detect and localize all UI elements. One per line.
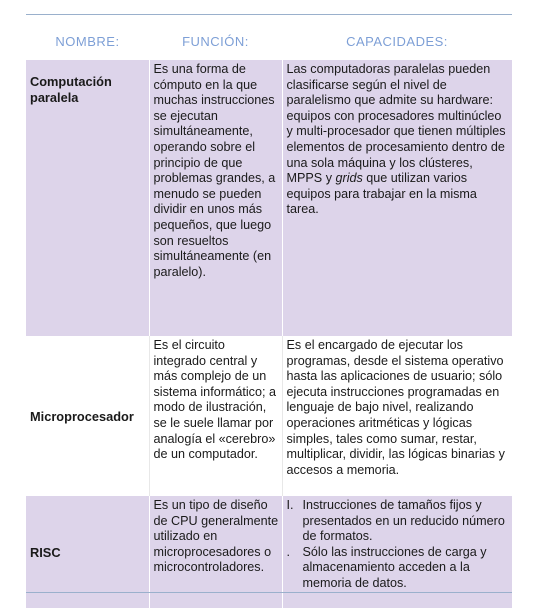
list-item (287, 498, 511, 545)
list-text: Sólo las instrucciones de carga y almacenamiento acceden a la memoria de datos. (302, 544, 487, 590)
bottom-rule (26, 592, 512, 593)
comparison-table (26, 22, 512, 608)
header-funcion: FUNCIÓN: (182, 33, 249, 49)
row-function: Es una forma de cómputo en la que muchas instrucciones se ejecutan simultáneamente, operando sobre el principio de que problemas grandes, a menudo se pueden dividir en unos más pequeños, que luego son resueltos simultáneamente (en paralelo). (149, 60, 282, 336)
row-capabilities: Es el encargado de ejecutar los programas, desde el sistema operativo hasta las aplicaciones de usuario; sólo ejecuta instrucciones programadas en lenguaje de bajo nivel, realizando operaciones aritméticas y lógicas simples, tales como sumar, restar, multiplicar, dividir, las lógicas binarias y accesos a memoria. (282, 336, 512, 496)
capabilities-text-end: que utilizan varios equipos para trabajar en la misma tarea. (286, 171, 477, 217)
row-function: Es un tipo de diseño de CPU generalmente utilizado en microprocesadores o microcontroladores. (149, 496, 282, 608)
list-item (287, 545, 511, 592)
row-function: Es el circuito integrado central y más complejo de un sistema informático; a modo de ilustración, se le suele llamar por analogía el «cerebro» de un computador. (149, 336, 282, 496)
list-text: Instrucciones de tamaños fijos y presentados en un reducido número de formatos. (302, 498, 505, 544)
row-capabilities (282, 60, 512, 336)
capabilities-text: Las computadoras paralelas pueden clasificarse según el nivel de paralelismo que admite su hardware: equipos con procesadores multinúcleo y multi-procesador que tienen múltiples elementos de procesamiento dentro de una sola máquina y los clústeres, MPPS y (286, 62, 506, 186)
top-rule (26, 14, 512, 15)
header-row (26, 22, 512, 60)
header-capacidades: CAPACIDADES: (346, 33, 448, 49)
table-row (26, 60, 512, 336)
list-marker: I. (286, 498, 294, 512)
header-nombre: NOMBRE: (55, 33, 120, 49)
table-row (26, 336, 512, 496)
row-name: Microprocesador (26, 336, 149, 496)
row-name: RISC (26, 496, 149, 608)
list-marker: . (286, 544, 290, 559)
capabilities-emphasis: grids (335, 171, 363, 186)
row-name: Computación paralela (26, 60, 149, 336)
